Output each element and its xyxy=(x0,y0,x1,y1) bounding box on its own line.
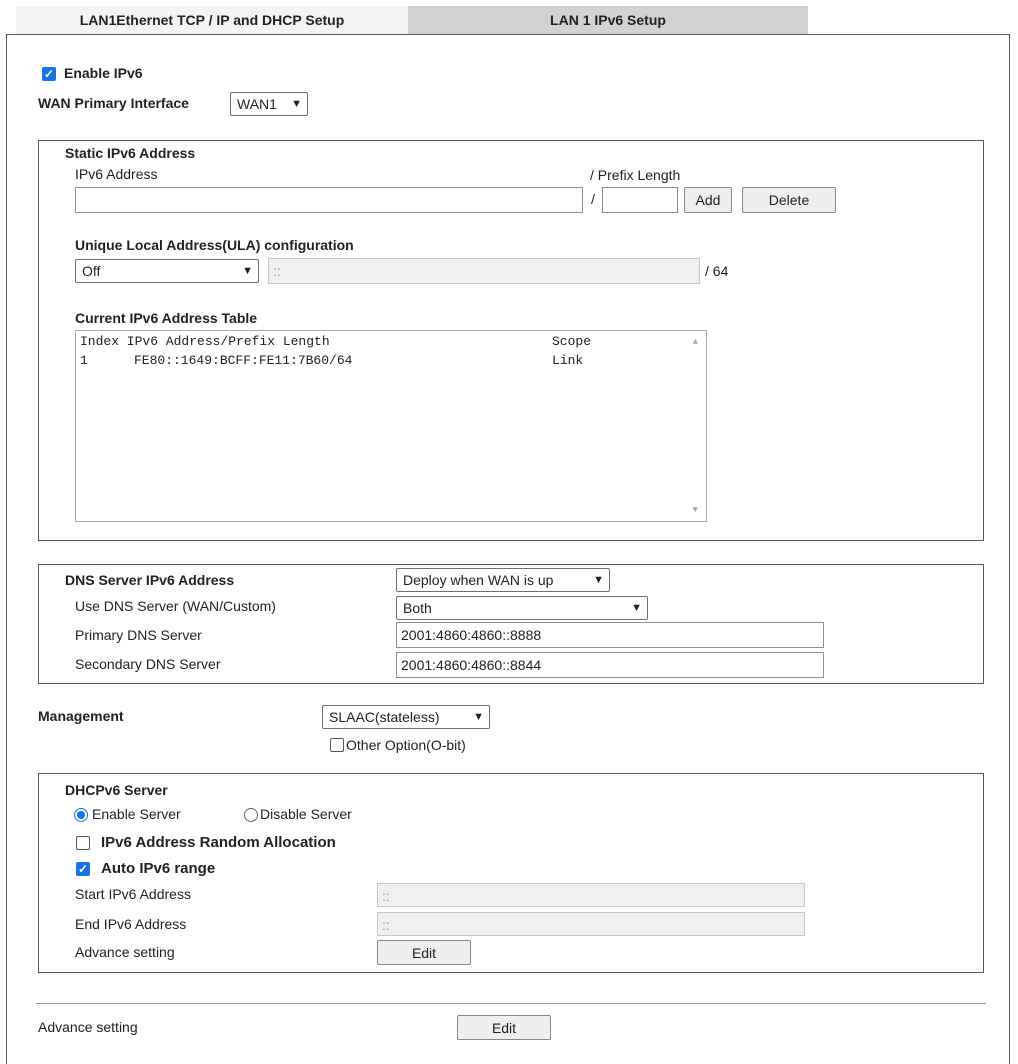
enable-server-radio[interactable] xyxy=(74,808,88,822)
end-ipv6-label: End IPv6 Address xyxy=(75,916,187,932)
ipv6-address-input[interactable] xyxy=(75,187,583,213)
static-ipv6-title: Static IPv6 Address xyxy=(65,145,196,161)
secondary-dns-label: Secondary DNS Server xyxy=(75,656,221,672)
start-ipv6-input[interactable]: :: xyxy=(377,883,805,907)
use-dns-label: Use DNS Server (WAN/Custom) xyxy=(75,598,276,614)
primary-dns-input[interactable]: 2001:4860:4860::8888 xyxy=(396,622,824,648)
disable-server-label: Disable Server xyxy=(260,806,352,822)
ula-title: Unique Local Address(ULA) configuration xyxy=(75,237,354,253)
other-option-checkbox[interactable] xyxy=(330,738,344,752)
table-header-scope: Scope xyxy=(552,334,592,349)
chevron-down-icon: ▼ xyxy=(291,98,302,110)
table-header: Index IPv6 Address/Prefix Length xyxy=(80,334,330,349)
auto-range-label: Auto IPv6 range xyxy=(101,860,216,877)
enable-ipv6-label: Enable IPv6 xyxy=(64,65,143,81)
scroll-down-icon[interactable]: ▼ xyxy=(692,505,698,515)
wan-primary-select[interactable]: WAN1 ▼ xyxy=(230,92,308,116)
dhcpv6-title: DHCPv6 Server xyxy=(65,782,168,798)
management-label: Management xyxy=(38,708,124,724)
start-ipv6-label: Start IPv6 Address xyxy=(75,886,191,902)
table-row-index: 1 xyxy=(80,353,88,368)
ipv6-address-label: IPv6 Address xyxy=(75,166,158,182)
tab-lan1-ethernet[interactable]: LAN1Ethernet TCP / IP and DHCP Setup xyxy=(16,6,408,34)
advance-edit-button[interactable]: Edit xyxy=(457,1015,551,1040)
primary-dns-label: Primary DNS Server xyxy=(75,627,202,643)
chevron-down-icon: ▼ xyxy=(473,711,484,723)
chevron-down-icon: ▼ xyxy=(631,602,642,614)
enable-ipv6-checkbox[interactable]: ✓ xyxy=(43,67,55,81)
table-row-scope: Link xyxy=(552,353,584,368)
random-allocation-checkbox[interactable] xyxy=(76,836,90,850)
ula-mode-select[interactable]: Off ▼ xyxy=(75,259,259,283)
wan-primary-label: WAN Primary Interface xyxy=(38,95,189,111)
table-row-address: FE80::1649:BCFF:FE11:7B60/64 xyxy=(134,353,353,368)
delete-button[interactable]: Delete xyxy=(742,187,836,213)
tab-lan1-ipv6[interactable]: LAN 1 IPv6 Setup xyxy=(408,6,808,34)
dhcpv6-edit-button[interactable]: Edit xyxy=(377,940,471,965)
use-dns-select[interactable]: Both ▼ xyxy=(396,596,648,620)
scroll-up-icon[interactable]: ▲ xyxy=(692,337,698,347)
dhcpv6-advance-label: Advance setting xyxy=(75,944,175,960)
prefix-length-label: / Prefix Length xyxy=(590,167,681,183)
current-table-title: Current IPv6 Address Table xyxy=(75,310,258,326)
random-allocation-label: IPv6 Address Random Allocation xyxy=(101,834,336,851)
dns-title: DNS Server IPv6 Address xyxy=(65,572,235,588)
add-button[interactable]: Add xyxy=(684,187,732,213)
dns-deploy-select[interactable]: Deploy when WAN is up ▼ xyxy=(396,568,610,592)
divider xyxy=(36,1003,986,1004)
ula-address-input[interactable]: :: xyxy=(268,258,700,284)
ula-suffix: / 64 xyxy=(705,263,729,279)
advance-setting-label: Advance setting xyxy=(38,1019,138,1035)
auto-range-checkbox[interactable]: ✓ xyxy=(77,862,89,876)
disable-server-radio[interactable] xyxy=(244,808,258,822)
end-ipv6-input[interactable]: :: xyxy=(377,912,805,936)
chevron-down-icon: ▼ xyxy=(242,265,253,277)
slash-label: / xyxy=(591,191,595,207)
other-option-label: Other Option(O-bit) xyxy=(346,737,466,753)
chevron-down-icon: ▼ xyxy=(593,574,604,586)
prefix-length-input[interactable] xyxy=(602,187,678,213)
ipv6-address-table[interactable] xyxy=(75,330,707,522)
secondary-dns-input[interactable]: 2001:4860:4860::8844 xyxy=(396,652,824,678)
enable-server-label: Enable Server xyxy=(92,806,181,822)
management-select[interactable]: SLAAC(stateless) ▼ xyxy=(322,705,490,729)
